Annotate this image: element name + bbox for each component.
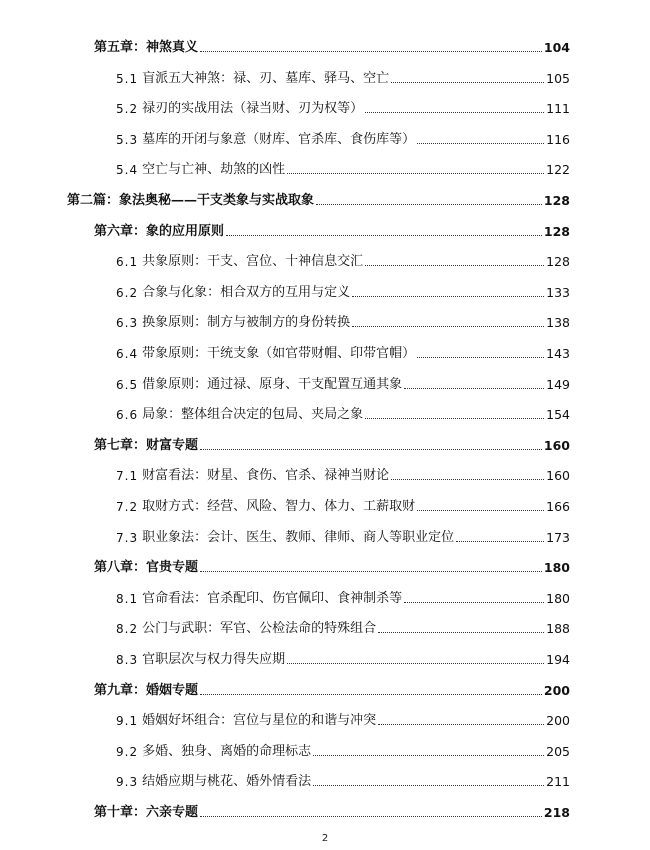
toc-entry-number: 6.3 [116,316,139,331]
toc-entry-page: 205 [546,743,570,759]
toc-entry-page: 154 [546,407,570,423]
toc-entry-number: 6.1 [116,255,139,270]
toc-entry-title: 第九章：婚姻专题 [94,682,199,698]
toc-entry-number: 8.2 [116,622,139,637]
toc-section-entry[interactable] [116,646,570,668]
toc-section-entry[interactable] [116,371,570,393]
toc-entry-page: 105 [546,70,570,86]
toc-entry-page: 128 [543,223,570,239]
toc-entry-title: 局象：整体组合决定的包局、夹局之象 [142,407,364,423]
dot-leader [200,571,542,572]
toc-entry-page: 111 [546,101,570,117]
toc-entry-page: 160 [546,468,570,484]
toc-entry-page: 218 [543,805,570,820]
toc-section-entry[interactable] [116,768,570,790]
toc-part-entry[interactable] [67,187,570,209]
dot-leader [287,173,544,174]
toc-entry-page: 133 [546,284,570,300]
toc-entry-title: 第十章：六亲专题 [94,805,199,820]
toc-section-entry[interactable] [116,493,570,515]
toc-entry-number: 5.2 [116,102,139,117]
toc-entry-title: 结婚应期与桃花、婚外情看法 [142,774,312,790]
toc-entry-title: 带象原则：干统支象（如官带财帽、印带官帽） [142,346,416,361]
toc-entry-title: 第八章：官贵专题 [94,560,199,576]
toc-entry-title: 盲派五大神煞：禄、刃、墓库、驿马、空亡 [142,70,390,86]
page-number: 2 [321,833,329,844]
toc-entry-page: 104 [543,40,570,55]
toc-entry-page: 166 [546,499,570,514]
toc-entry-title: 取财方式：经营、风险、智力、体力、工薪取财 [142,499,416,514]
toc-entry-number: 7.2 [116,500,139,514]
toc-entry-number: 7.3 [116,530,139,545]
dot-leader [365,112,544,113]
dot-leader [456,541,544,542]
dot-leader [378,724,544,725]
toc-entry-title: 空亡与亡神、劫煞的凶性 [142,162,286,178]
toc-entry-page: 188 [546,621,570,637]
dot-leader [417,143,544,144]
toc-entry-number: 8.1 [116,591,139,606]
dot-leader [200,51,542,52]
toc-entry-title: 借象原则：通过禄、原身、干支配置互通其象 [142,376,403,392]
toc-section-entry[interactable] [116,340,570,362]
toc-entry-number: 5.4 [116,163,139,178]
toc-chapter-entry[interactable] [94,218,570,240]
toc-section-entry[interactable] [116,309,570,331]
toc-entry-title: 换象原则：制方与被制方的身份转换 [142,315,351,331]
dot-leader [226,235,542,236]
toc-section-entry[interactable] [116,615,570,637]
toc-entry-title: 官命看法：官杀配印、伤官佩印、食神制杀等 [142,590,403,606]
toc-entry-page: 116 [546,131,570,147]
toc-entry-number: 5.1 [116,71,139,86]
dot-leader [365,418,544,419]
toc-entry-title: 合象与化象：相合双方的互用与定义 [142,284,351,300]
toc-section-entry[interactable] [116,462,570,484]
toc-section-entry[interactable] [116,279,570,301]
dot-leader [352,326,544,327]
toc-entry-number: 9.1 [116,714,139,729]
toc-entry-page: 160 [543,437,570,453]
toc-entry-title: 墓库的开闭与象意（财库、官杀库、食伤库等） [142,131,416,147]
dot-leader [417,357,544,358]
toc-entry-title: 第六章：象的应用原则 [94,223,225,239]
dot-leader [200,449,542,450]
dot-leader [352,296,544,297]
toc-entry-number: 9.2 [116,744,139,759]
toc-entry-number: 6.4 [116,347,139,361]
toc-entry-page: 128 [543,193,570,208]
toc-section-entry[interactable] [116,156,570,178]
dot-leader [404,602,544,603]
toc-entry-number: 6.2 [116,285,139,300]
toc-entry-page: 122 [546,162,570,178]
toc-section-entry[interactable] [116,524,570,546]
toc-entry-title: 财富看法：财星、食伤、官杀、禄神当财论 [142,468,390,484]
dot-leader [417,510,544,511]
toc-entry-page: 211 [546,774,570,790]
toc-section-entry[interactable] [116,585,570,607]
dot-leader [287,663,544,664]
toc-entry-number: 7.1 [116,469,139,484]
toc-entry-number: 9.3 [116,775,139,790]
toc-entry-page: 128 [546,254,570,270]
toc-section-entry[interactable] [116,126,570,148]
dot-leader [313,755,544,756]
dot-leader [200,694,542,695]
toc-chapter-entry[interactable] [94,432,570,454]
dot-leader [391,479,544,480]
toc-entry-number: 5.3 [116,132,139,147]
dot-leader [365,265,544,266]
toc-entry-page: 194 [546,652,570,667]
toc-entry-title: 公门与武职：军官、公检法命的特殊组合 [142,621,377,637]
toc-section-entry[interactable] [116,707,570,729]
dot-leader [316,204,542,205]
dot-leader [200,816,542,817]
toc-section-entry[interactable] [116,248,570,270]
toc-entry-page: 143 [546,346,570,361]
toc-chapter-entry[interactable] [94,554,570,576]
dot-leader [313,785,544,786]
toc-entry-page: 200 [546,713,570,729]
toc-entry-title: 职业象法：会计、医生、教师、律师、商人等职业定位 [142,529,455,545]
toc-entry-page: 180 [543,560,570,576]
toc-entry-title: 官职层次与权力得失应期 [142,652,286,667]
dot-leader [378,632,544,633]
toc-entry-number: 8.3 [116,653,139,667]
toc-entry-title: 第五章：神煞真义 [94,40,199,55]
toc-section-entry[interactable] [116,95,570,117]
toc-entry-page: 149 [546,376,570,392]
toc-entry-page: 173 [546,529,570,545]
toc-entry-title: 第二篇：象法奥秘——干支类象与实战取象 [67,193,315,208]
toc-entry-title: 第七章：财富专题 [94,437,199,453]
toc-entry-number: 6.5 [116,377,139,392]
toc-chapter-entry[interactable] [94,799,570,821]
dot-leader [404,388,544,389]
toc-entry-title: 多婚、独身、离婚的命理标志 [142,743,312,759]
toc-section-entry[interactable] [116,738,570,760]
toc-entry-page: 180 [546,590,570,606]
toc-entry-number: 6.6 [116,408,139,423]
toc-section-entry[interactable] [116,401,570,423]
toc-entry-page: 138 [546,315,570,331]
toc-entry-title: 禄刃的实战用法（禄当财、刃为权等） [142,101,364,117]
toc-chapter-entry[interactable] [94,34,570,56]
toc-entry-page: 200 [543,682,570,698]
dot-leader [391,82,544,83]
toc-entry-title: 共象原则：干支、宫位、十神信息交汇 [142,254,364,270]
toc-section-entry[interactable] [116,65,570,87]
toc-entry-title: 婚姻好坏组合：宫位与星位的和谐与冲突 [142,713,377,729]
toc-chapter-entry[interactable] [94,677,570,699]
